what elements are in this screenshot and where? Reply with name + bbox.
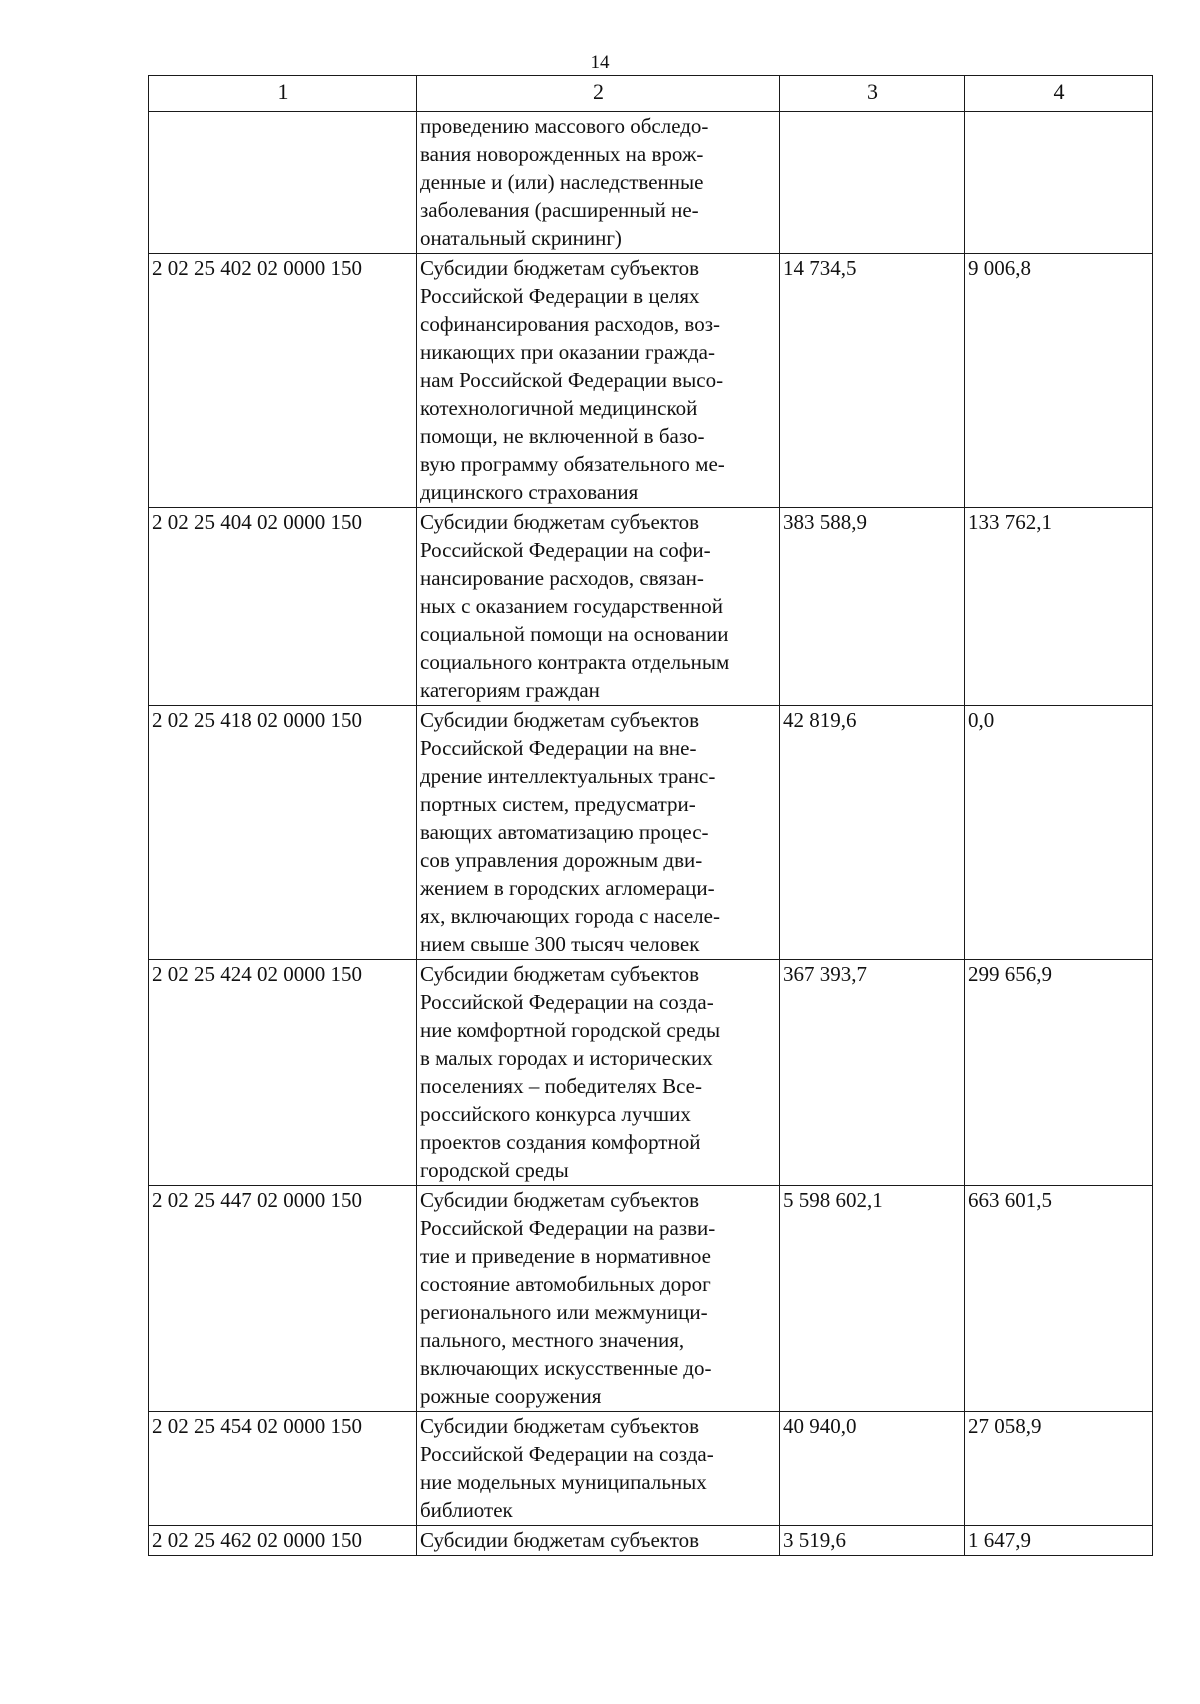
table-row — [149, 1526, 1153, 1556]
table-header-row — [149, 76, 1153, 112]
table-row — [149, 508, 1153, 706]
amount-col4-cell: 1 647,9 — [965, 1526, 1153, 1556]
amount-col4-cell: 663 601,5 — [965, 1186, 1153, 1412]
amount-col3-cell: 14 734,5 — [780, 254, 965, 508]
budget-revenue-table — [148, 75, 1153, 1556]
column-header-2: 2 — [417, 76, 780, 112]
budget-code-cell: 2 02 25 447 02 0000 150 — [149, 1186, 417, 1412]
column-header-4: 4 — [965, 76, 1153, 112]
amount-col4-cell: 133 762,1 — [965, 508, 1153, 706]
description-cell: Субсидии бюджетам субъектов Российской Федерации на созда- ние модельных муниципальных библиотек — [417, 1412, 780, 1526]
budget-code-cell: 2 02 25 402 02 0000 150 — [149, 254, 417, 508]
table-row — [149, 254, 1153, 508]
amount-col3-cell: 5 598 602,1 — [780, 1186, 965, 1412]
amount-col3-cell: 3 519,6 — [780, 1526, 965, 1556]
amount-col3-cell: 42 819,6 — [780, 706, 965, 960]
description-cell: Субсидии бюджетам субъектов Российской Федерации на софи- нансирование расходов, связан- ных с оказанием государственной социальной помощи на основании социального контракта отдельным категориям граждан — [417, 508, 780, 706]
column-header-1: 1 — [149, 76, 417, 112]
description-cell: Субсидии бюджетам субъектов Российской Федерации на вне- дрение интеллектуальных транс- портных систем, предусматри- вающих автоматизацию процес- сов управления дорожным дви- жением в городских агломераци- ях, включающих города с населе- нием свыше 300 тысяч человек — [417, 706, 780, 960]
table-row — [149, 960, 1153, 1186]
amount-col4-cell: 27 058,9 — [965, 1412, 1153, 1526]
amount-col3-cell: 383 588,9 — [780, 508, 965, 706]
amount-col3-cell — [780, 112, 965, 254]
description-cell: Субсидии бюджетам субъектов Российской Федерации на разви- тие и приведение в нормативное состояние автомобильных дорог регионального или межмуници- пального, местного значения, включающих искусственные до- рожные сооружения — [417, 1186, 780, 1412]
amount-col4-cell: 0,0 — [965, 706, 1153, 960]
table-row — [149, 1186, 1153, 1412]
budget-code-cell: 2 02 25 454 02 0000 150 — [149, 1412, 417, 1526]
description-cell: проведению массового обследо- вания новорожденных на врож- денные и (или) наследственные заболевания (расширенный не- онатальный скрининг) — [417, 112, 780, 254]
amount-col3-cell: 367 393,7 — [780, 960, 965, 1186]
description-cell: Субсидии бюджетам субъектов Российской Федерации на созда- ние комфортной городской среды в малых городах и исторических поселениях – победителях Все- российского конкурса лучших проектов создания комфортной городской среды — [417, 960, 780, 1186]
table-row — [149, 112, 1153, 254]
amount-col3-cell: 40 940,0 — [780, 1412, 965, 1526]
table-row — [149, 1412, 1153, 1526]
table-row — [149, 706, 1153, 960]
page-number: 14 — [590, 52, 610, 73]
description-cell: Субсидии бюджетам субъектов Российской Федерации в целях софинансирования расходов, воз- никающих при оказании гражда- нам Российской Федерации высо- котехнологичной медицинской помощи, не включенной в базо- вую программу обязательного ме- дицинского страхования — [417, 254, 780, 508]
amount-col4-cell — [965, 112, 1153, 254]
column-header-3: 3 — [780, 76, 965, 112]
budget-code-cell: 2 02 25 462 02 0000 150 — [149, 1526, 417, 1556]
amount-col4-cell: 9 006,8 — [965, 254, 1153, 508]
budget-code-cell: 2 02 25 404 02 0000 150 — [149, 508, 417, 706]
description-cell: Субсидии бюджетам субъектов — [417, 1526, 780, 1556]
budget-code-cell — [149, 112, 417, 254]
budget-code-cell: 2 02 25 424 02 0000 150 — [149, 960, 417, 1186]
amount-col4-cell: 299 656,9 — [965, 960, 1153, 1186]
budget-code-cell: 2 02 25 418 02 0000 150 — [149, 706, 417, 960]
